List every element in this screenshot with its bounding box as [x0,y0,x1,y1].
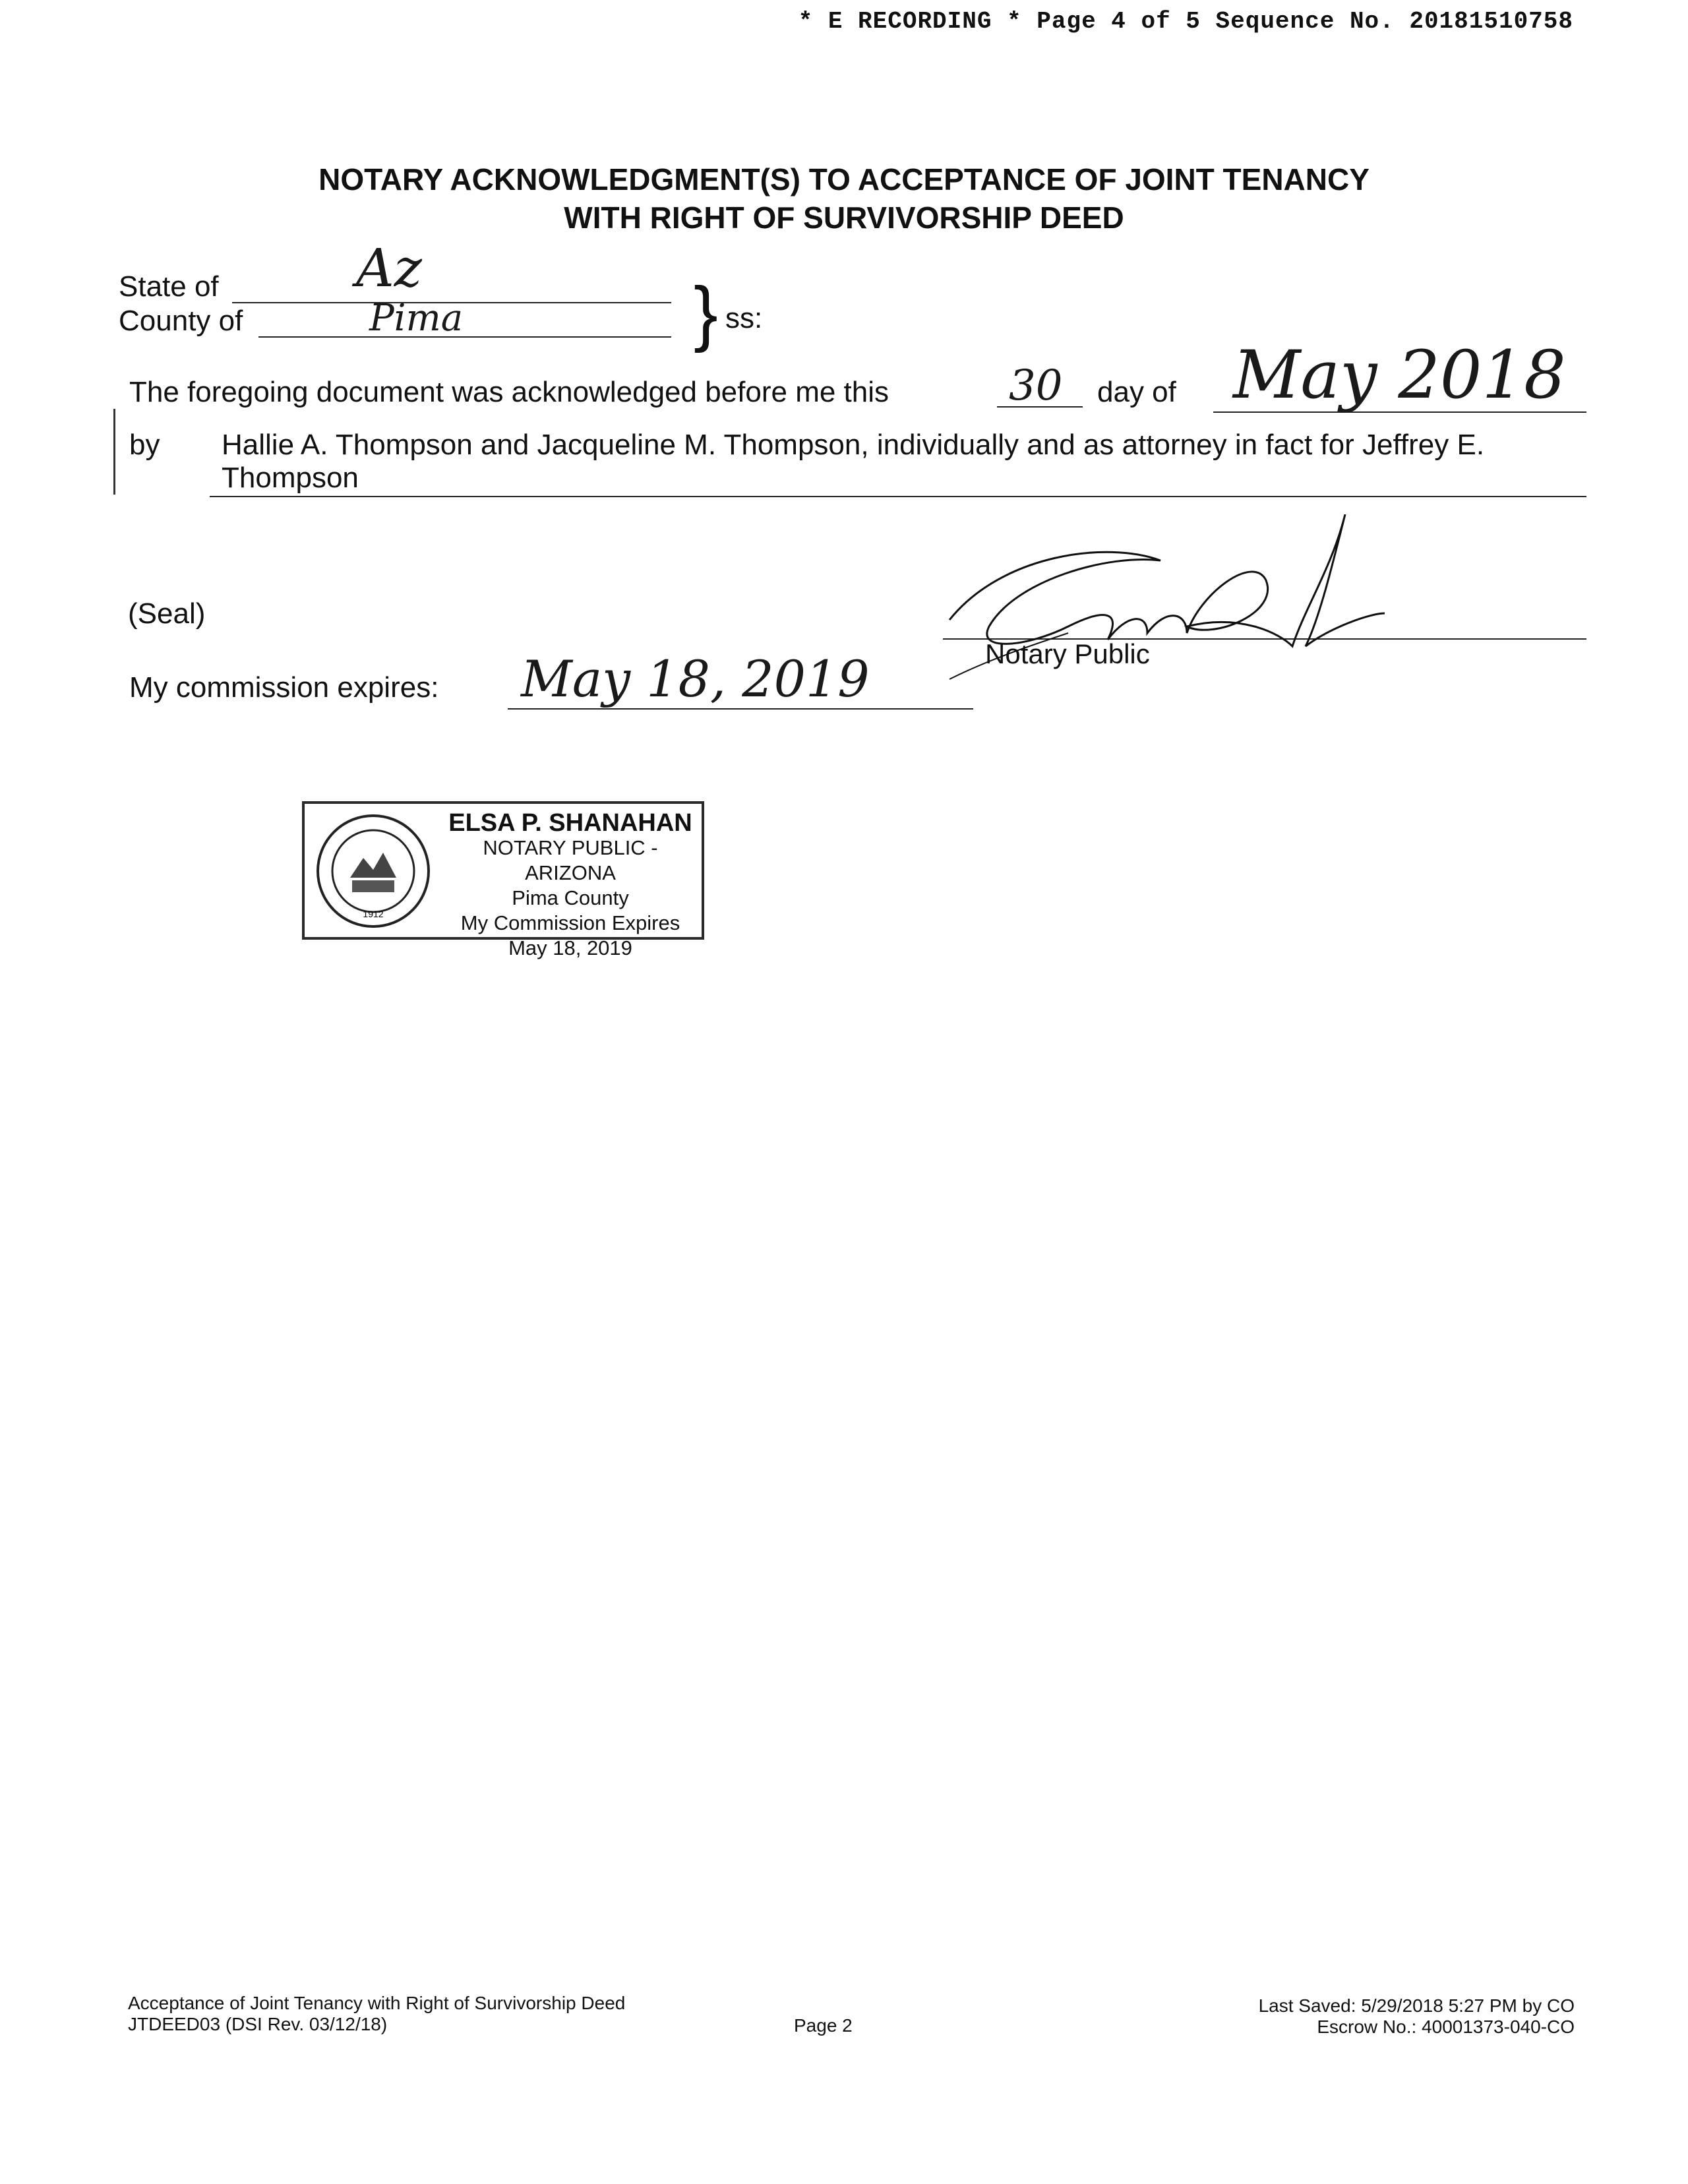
document-title-line2: WITH RIGHT OF SURVIVORSHIP DEED [564,200,1124,235]
ss-brace: } [694,272,718,353]
footer-right [1259,1995,1575,2038]
notary-public-label: Notary Public [985,638,1150,669]
state-label: State of [119,270,219,303]
footer-escrow-number: Escrow No.: 40001373-040-CO [1317,2017,1575,2037]
margin-revision-bar [113,409,115,495]
by-underline [210,496,1586,497]
commission-label: My commission expires: [129,671,439,704]
commission-underline [508,708,973,710]
day-of-label: day of [1097,376,1176,408]
seal-label: (Seal) [128,597,206,630]
county-label: County of [119,305,243,337]
stamp-county: Pima County [512,886,629,909]
county-underline [258,336,671,338]
county-value: Pima [369,297,464,340]
acknowledgment-day: 30 [1009,361,1063,410]
stamp-commission-date: May 18, 2019 [508,936,632,959]
acknowledgment-text: The foregoing document was acknowledged before me this [129,376,889,408]
footer-page-number: Page 2 [794,2015,853,2036]
by-label: by [129,429,160,461]
acknowledgment-month-year: May 2018 [1233,336,1566,413]
footer-form-title: Acceptance of Joint Tenancy with Right of Survivorship Deed [128,1993,626,2013]
seal-year: 1912 [363,909,384,919]
by-names-line1: Hallie A. Thompson and Jacqueline M. Thompson, individually and as attorney in fact for Jeffrey E. [222,429,1485,461]
footer-last-saved: Last Saved: 5/29/2018 5:27 PM by CO [1258,1995,1575,2016]
footer-form-code: JTDEED03 (DSI Rev. 03/12/18) [128,2014,388,2034]
arizona-seal-icon [314,812,433,930]
footer-left [128,1993,625,2035]
recording-header: * E RECORDING * Page 4 of 5 Sequence No. 20181510758 [798,8,1573,35]
by-names-line2: Thompson [222,462,359,494]
stamp-notary-title: NOTARY PUBLIC - ARIZONA [483,836,658,884]
stamp-commission-label: My Commission Expires [460,911,680,934]
state-value: Az [356,237,422,299]
document-title-line1: NOTARY ACKNOWLEDGMENT(S) TO ACCEPTANCE OF JOINT TENANCY [318,162,1370,197]
stamp-notary-name: ELSA P. SHANAHAN [448,809,692,837]
notary-stamp [302,801,704,959]
ss-label: ss: [725,302,763,334]
notary-signature [910,514,1398,725]
commission-value: May 18, 2019 [521,650,870,708]
